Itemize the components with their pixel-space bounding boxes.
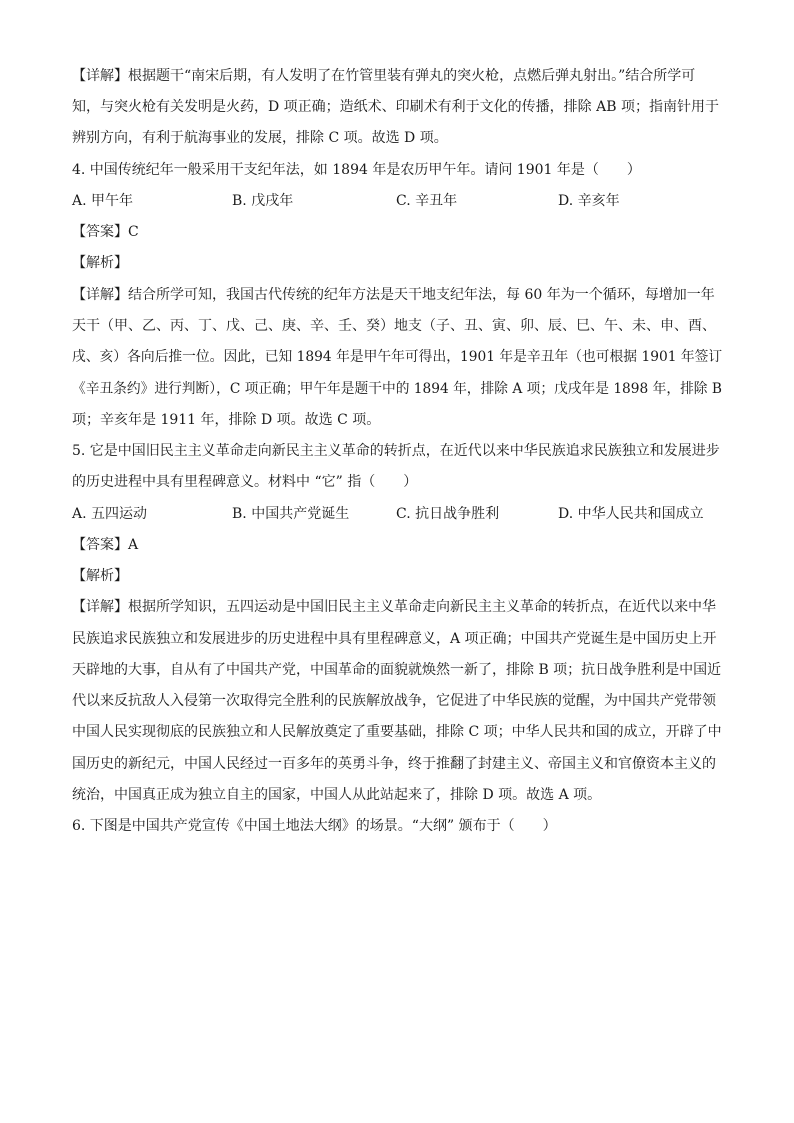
q4-option-a: A. 甲午年 xyxy=(72,193,134,209)
q5-analysis-tag: 【解析】 xyxy=(72,568,128,584)
q4-stem: 4. 中国传统纪年一般采用干支纪年法，如 1894 年是农历甲午年。请问 1901 年是（ ） xyxy=(72,162,641,178)
answer-tag: 【答案】 xyxy=(72,537,128,553)
q5-detail-line-1: 【详解】根据所学知识，五四运动是中国旧民主主义革命走向新民主主义革命的转折点，在近代以来中华 xyxy=(72,599,716,615)
q5-detail-line-3: 天辟地的大事，自从有了中国共产党，中国革命的面貌就焕然一新了，排除 B 项；抗日战争胜利是中国近 xyxy=(72,662,722,678)
q3-detail-line-1: 【详解】根据题干“南宋后期，有人发明了在竹管里装有弹丸的突火枪，点燃后弹丸射出。”结合所学可 xyxy=(72,68,696,84)
answer-value: C xyxy=(128,224,139,240)
q5-stem-line-1: 5. 它是中国旧民主主义革命走向新民主主义革命的转折点，在近代以来中华民族追求民族独立和发展进步 xyxy=(72,443,720,459)
q4-options xyxy=(72,192,722,210)
q4-analysis-tag: 【解析】 xyxy=(72,255,128,271)
q5-detail-line-2: 民族追求民族独立和发展进步的历史进程中具有里程碑意义，A 项正确；中国共产党诞生是中国历史上开 xyxy=(72,631,717,647)
q3-detail-line-3: 辨别方向，有利于航海事业的发展，排除 C 项。故选 D 项。 xyxy=(72,130,448,146)
q5-detail-line-6: 国历史的新纪元，中国人民经过一百多年的英勇斗争，终于推翻了封建主义、帝国主义和官僚资本主义的 xyxy=(72,756,716,772)
q6-stem: 6. 下图是中国共产党宣传《中国土地法大纲》的场景。“大纲” 颁布于（ ） xyxy=(72,818,557,834)
q4-option-d: D. 辛亥年 xyxy=(558,193,620,209)
q4-detail-line-5: 项；辛亥年是 1911 年，排除 D 项。故选 C 项。 xyxy=(72,412,381,428)
q4-detail-line-4: 《辛丑条约》进行判断），C 项正确；甲午年是题干中的 1894 年，排除 A 项；戊戌年是 1898 年，排除 B xyxy=(72,381,722,397)
q5-answer xyxy=(72,536,138,554)
answer-value: A xyxy=(128,537,139,553)
q4-option-b: B. 戊戌年 xyxy=(232,193,294,209)
q5-option-b: B. 中国共产党诞生 xyxy=(232,506,350,522)
detail-tag: 【详解】 xyxy=(72,68,128,84)
detail-tag: 【详解】 xyxy=(72,599,128,615)
q3-detail-line-2: 知，与突火枪有关发明是火药，D 项正确；造纸术、印刷术有利于文化的传播，排除 AB 项；指南针用于 xyxy=(72,99,719,115)
q5-detail-line-7: 统治，中国真正成为独立自主的国家，中国人从此站起来了，排除 D 项。故选 A 项。 xyxy=(72,787,602,803)
q5-option-a: A. 五四运动 xyxy=(72,506,148,522)
q5-option-c: C. 抗日战争胜利 xyxy=(396,506,500,522)
q4-option-c: C. 辛丑年 xyxy=(396,193,458,209)
q5-detail-line-5: 中国人民实现彻底的民族独立和人民解放奠定了重要基础，排除 C 项；中华人民共和国的成立，开辟了中 xyxy=(72,724,722,740)
q5-detail-line-4: 代以来反抗敌人入侵第一次取得完全胜利的民族解放战争，它促进了中华民族的觉醒，为中国共产党带领 xyxy=(72,693,716,709)
q4-detail-line-3: 戌、亥）各向后推一位。因此，已知 1894 年是甲午年可得出，1901 年是辛丑年（也可根据 1901 年签订 xyxy=(72,349,723,365)
q4-answer xyxy=(72,223,139,241)
q5-stem-line-2: 的历史进程中具有里程碑意义。材料中 “它” 指（ ） xyxy=(72,474,418,490)
detail-tag: 【详解】 xyxy=(72,287,128,303)
q4-detail-line-2: 天干（甲、乙、丙、丁、戊、己、庚、辛、壬、癸）地支（子、丑、寅、卯、辰、巳、午、未、申、酉、 xyxy=(72,318,716,334)
q5-option-d: D. 中华人民共和国成立 xyxy=(558,506,704,522)
answer-tag: 【答案】 xyxy=(72,224,128,240)
q4-detail-line-1: 【详解】结合所学可知，我国古代传统的纪年方法是天干地支纪年法，每 60 年为一个循环，每增加一年 xyxy=(72,287,715,303)
q5-options xyxy=(72,505,722,523)
